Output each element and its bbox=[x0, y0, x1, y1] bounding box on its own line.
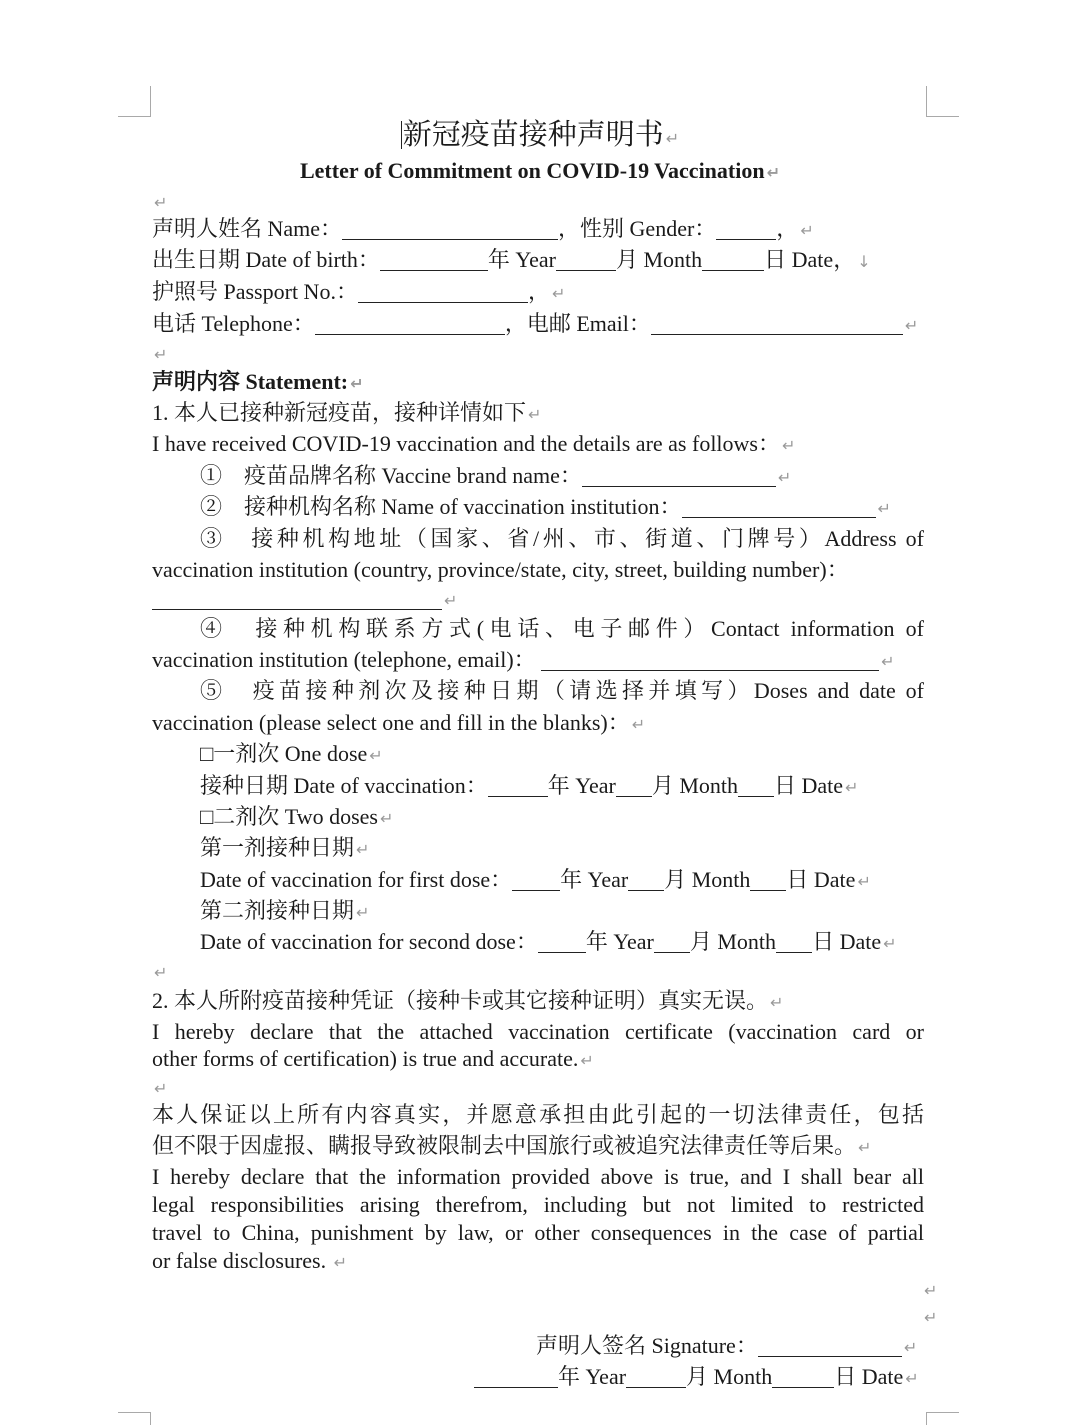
item-vaccine-brand: ① 疫苗品牌名称 Vaccine brand name： ↵ bbox=[200, 463, 792, 488]
paragraph-mark-icon: ↵ bbox=[782, 436, 796, 455]
name-gender-line: 声明人姓名 Name： ，性别 Gender： ， ↵ bbox=[152, 216, 814, 241]
one-dose-date-line: 接种日期 Date of vaccination： 年 Year 月 Month 日 Date ↵ bbox=[200, 773, 859, 798]
crop-mark-top-right bbox=[926, 86, 959, 117]
item-address-line3 bbox=[152, 586, 457, 614]
first-dose-cn: 第一剂接种日期 ↵ bbox=[200, 835, 370, 860]
title-cn: 新冠疫苗接种声明书 ↵ bbox=[402, 119, 680, 151]
item-address-line2: vaccination institution (country, province/state, city, street, building number)： bbox=[152, 557, 849, 582]
one-dose-day-field[interactable] bbox=[738, 776, 774, 797]
blank-line bbox=[152, 340, 167, 368]
signature-line: 声明人签名 Signature： ↵ bbox=[536, 1333, 918, 1358]
dob-year-field[interactable] bbox=[380, 250, 488, 271]
paragraph-mark-icon: ↵ bbox=[379, 809, 394, 828]
paragraph-mark-icon: ↵ bbox=[924, 1308, 938, 1327]
declaration-en-line1: I hereby declare that the information provided above is true, and I shall bear all bbox=[152, 1164, 924, 1189]
paragraph-mark-icon: ↵ bbox=[356, 840, 370, 859]
paragraph-mark-icon: ↵ bbox=[904, 316, 919, 335]
two-doses-option[interactable]: □二剂次 Two doses ↵ bbox=[200, 804, 394, 829]
paragraph-mark-icon: ↵ bbox=[356, 903, 370, 922]
contact-line: 电话 Telephone： ，电邮 Email： ↵ bbox=[152, 311, 919, 336]
line-break-mark-icon: ↓ bbox=[857, 252, 871, 271]
first-dose-day-field[interactable] bbox=[750, 870, 786, 891]
paragraph-mark-icon: ↵ bbox=[528, 405, 542, 424]
paragraph-mark-icon: ↵ bbox=[903, 1338, 918, 1357]
paragraph-mark-icon: ↵ bbox=[800, 221, 814, 240]
crop-mark-bottom-left bbox=[118, 1412, 151, 1425]
blank-line bbox=[152, 958, 167, 986]
telephone-field[interactable] bbox=[315, 314, 505, 335]
crop-mark-top-left bbox=[118, 86, 151, 117]
email-field[interactable] bbox=[651, 314, 903, 335]
institution-address-field[interactable] bbox=[152, 589, 442, 610]
paragraph-mark-icon: ↵ bbox=[858, 1138, 872, 1157]
statement-2-cn: 2. 本人所附疫苗接种凭证（接种卡或其它接种证明）真实无误。 ↵ bbox=[152, 988, 784, 1013]
statement-1-en: I have received COVID-19 vaccination and the details are as follows： ↵ bbox=[152, 431, 796, 456]
paragraph-mark-icon: ↵ bbox=[665, 129, 680, 148]
paragraph-mark-icon: ↵ bbox=[883, 934, 897, 953]
name-field[interactable] bbox=[342, 219, 558, 240]
paragraph-mark-icon: ↵ bbox=[444, 591, 458, 610]
declaration-en-line3: travel to China, punishment by law, or other consequences in the case of partial bbox=[152, 1220, 924, 1245]
paragraph-mark-icon: ↵ bbox=[369, 746, 383, 765]
paragraph-mark-icon: ↵ bbox=[631, 715, 646, 734]
statement-1-cn: 1. 本人已接种新冠疫苗，接种详情如下 ↵ bbox=[152, 400, 542, 425]
item-address-line1: ③ 接种机构地址（国家、省/州、市、街道、门牌号）Address of bbox=[200, 526, 924, 551]
second-dose-month-field[interactable] bbox=[654, 932, 690, 953]
signature-date-line: 年 Year 月 Month 日 Date ↵ bbox=[474, 1364, 919, 1392]
passport-field[interactable] bbox=[358, 282, 528, 303]
item-institution-name: ② 接种机构名称 Name of vaccination institution： ↵ bbox=[200, 494, 891, 519]
item-doses-line2: vaccination (please select one and fill in the blanks)： ↵ bbox=[152, 710, 646, 735]
second-dose-date-line: Date of vaccination for second dose： 年 Year 月 Month 日 Date ↵ bbox=[200, 929, 897, 954]
declaration-cn-line2: 但不限于因虚报、瞒报导致被限制去中国旅行或被追究法律责任等后果。 ↵ bbox=[152, 1133, 872, 1158]
first-dose-date-line: Date of vaccination for first dose： 年 Year 月 Month 日 Date ↵ bbox=[200, 867, 871, 892]
institution-contact-field[interactable] bbox=[541, 650, 879, 671]
crop-mark-bottom-right bbox=[926, 1412, 959, 1425]
paragraph-mark-icon: ↵ bbox=[924, 1281, 938, 1300]
second-dose-cn: 第二剂接种日期 ↵ bbox=[200, 898, 370, 923]
declaration-en-line2: legal responsibilities arising therefrom, including but not limited to restricted bbox=[152, 1192, 924, 1217]
statement-2-en-line2: other forms of certification) is true and accurate. ↵ bbox=[152, 1046, 594, 1071]
item-doses-line1: ⑤ 疫苗接种剂次及接种日期（请选择并填写）Doses and date of bbox=[200, 678, 924, 703]
first-dose-month-field[interactable] bbox=[628, 870, 664, 891]
paragraph-mark-icon: ↵ bbox=[350, 374, 364, 393]
statement-2-en-line1: I hereby declare that the attached vaccination certificate (vaccination card or bbox=[152, 1019, 924, 1044]
text-cursor bbox=[401, 121, 402, 149]
paragraph-mark-icon: ↵ bbox=[766, 163, 780, 182]
institution-name-field[interactable] bbox=[682, 497, 876, 518]
first-dose-year-field[interactable] bbox=[512, 870, 560, 891]
paragraph-mark-icon: ↵ bbox=[154, 1079, 168, 1098]
signature-year-field[interactable] bbox=[474, 1367, 558, 1388]
paragraph-mark-icon: ↵ bbox=[154, 193, 168, 212]
paragraph-mark-icon: ↵ bbox=[333, 1253, 348, 1272]
title-en: Letter of Commitment on COVID-19 Vaccination ↵ bbox=[299, 158, 780, 183]
blank-line bbox=[152, 188, 167, 216]
signature-field[interactable] bbox=[758, 1336, 902, 1357]
paragraph-mark-icon: ↵ bbox=[905, 1369, 919, 1388]
dob-line: 出生日期 Date of birth： 年 Year 月 Month 日 Date， ↓ bbox=[152, 247, 871, 272]
passport-line: 护照号 Passport No.： ， ↵ bbox=[152, 279, 566, 304]
paragraph-mark-icon: ↵ bbox=[857, 872, 871, 891]
paragraph-mark-icon: ↵ bbox=[551, 284, 566, 303]
vaccine-brand-field[interactable] bbox=[582, 466, 776, 487]
signature-day-field[interactable] bbox=[772, 1367, 834, 1388]
signature-month-field[interactable] bbox=[626, 1367, 686, 1388]
paragraph-mark-icon: ↵ bbox=[154, 963, 168, 982]
paragraph-mark-icon: ↵ bbox=[845, 778, 859, 797]
item-contact-line2: vaccination institution (telephone, email)： ↵ bbox=[152, 647, 895, 672]
blank-line bbox=[152, 1074, 167, 1102]
paragraph-mark-icon: ↵ bbox=[770, 993, 784, 1012]
paragraph-mark-icon: ↵ bbox=[777, 468, 792, 487]
blank-line bbox=[922, 1303, 937, 1331]
paragraph-mark-icon: ↵ bbox=[154, 345, 168, 364]
gender-field[interactable] bbox=[716, 219, 776, 240]
one-dose-option[interactable]: □一剂次 One dose ↵ bbox=[200, 741, 383, 766]
second-dose-day-field[interactable] bbox=[776, 932, 812, 953]
statement-heading: 声明内容 Statement: ↵ bbox=[152, 369, 364, 394]
paragraph-mark-icon: ↵ bbox=[877, 499, 891, 518]
item-contact-line1: ④ 接种机构联系方式(电话、电子邮件）Contact information of bbox=[200, 616, 924, 641]
second-dose-year-field[interactable] bbox=[538, 932, 586, 953]
paragraph-mark-icon: ↵ bbox=[580, 1051, 594, 1070]
one-dose-month-field[interactable] bbox=[616, 776, 652, 797]
declaration-en-line4: or false disclosures. ↵ bbox=[152, 1248, 348, 1273]
one-dose-year-field[interactable] bbox=[488, 776, 548, 797]
blank-line bbox=[922, 1276, 937, 1304]
declaration-cn-line1: 本人保证以上所有内容真实，并愿意承担由此引起的一切法律责任，包括 bbox=[152, 1102, 924, 1127]
paragraph-mark-icon: ↵ bbox=[881, 652, 895, 671]
dob-day-field[interactable] bbox=[702, 250, 764, 271]
dob-month-field[interactable] bbox=[556, 250, 616, 271]
